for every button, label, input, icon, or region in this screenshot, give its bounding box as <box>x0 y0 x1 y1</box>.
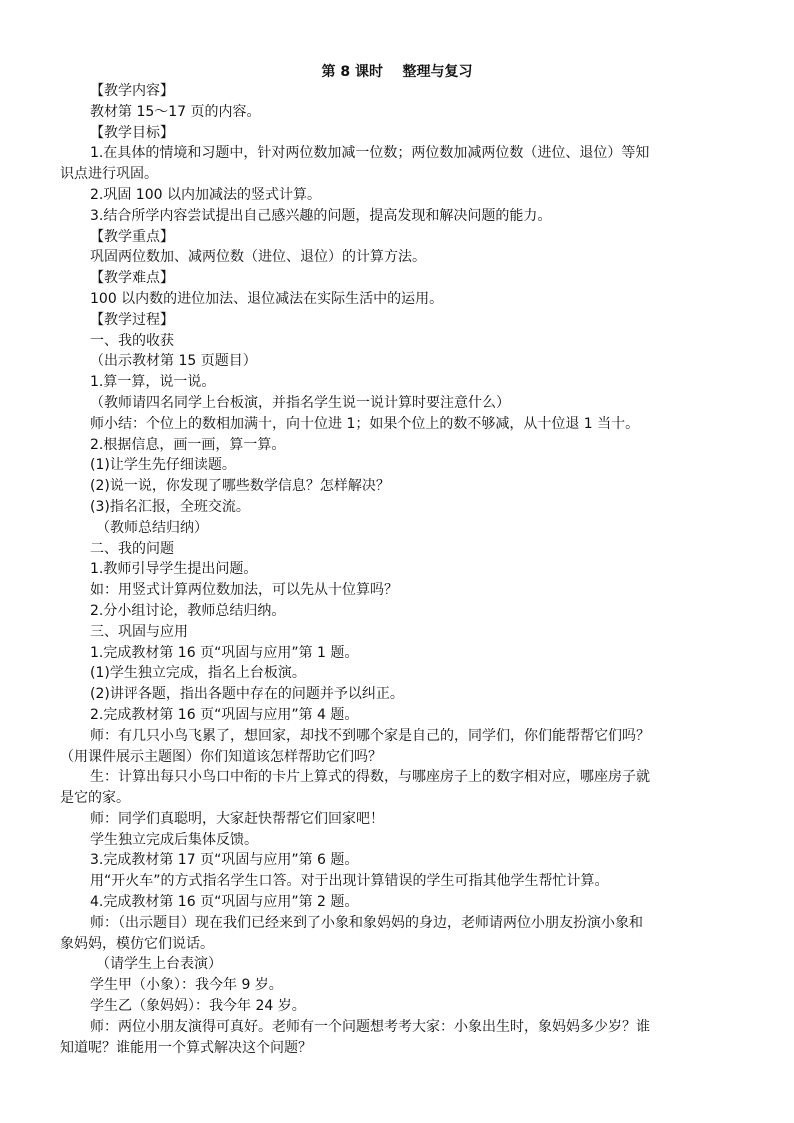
paragraph-line: 象妈妈，模仿它们说话。 <box>60 935 214 952</box>
paragraph-line: （用课件展示主题图）你们知道该怎样帮助它们吗？ <box>60 748 382 765</box>
paragraph-line: 学生甲（小象）：我今年 9 岁。 <box>90 977 283 994</box>
section-heading: 【教学内容】 <box>90 83 174 99</box>
paragraph-line: 一、我的收获 <box>90 332 174 349</box>
paragraph-line: 学生独立完成后集体反馈。 <box>90 831 258 848</box>
paragraph-line: 1.算一算，说一说。 <box>90 374 216 391</box>
paragraph-line: (2)说一说，你发现了哪些数学信息？怎样解决？ <box>90 478 390 495</box>
paragraph-line: 3.结合所学内容尝试提出自己感兴趣的问题，提高发现和解决问题的能力。 <box>90 207 552 224</box>
paragraph-line: 3.完成教材第 17 页“巩固与应用”第 6 题。 <box>90 852 359 869</box>
paragraph-line: （教师请四名同学上台板演，并指名学生说一说计算时要注意什么） <box>90 394 510 411</box>
paragraph-line: 如：用竖式计算两位数加法，可以先从十位算吗？ <box>90 582 398 599</box>
paragraph-line: 识点进行巩固。 <box>60 166 158 183</box>
section-heading: 【教学难点】 <box>90 270 174 287</box>
paragraph-line: 是它的家。 <box>60 790 130 807</box>
paragraph-line: 师小结：个位上的数相加满十，向十位进 1；如果个位上的数不够减，从十位退 1 当十。 <box>90 415 640 432</box>
section-heading: 【教学过程】 <box>90 311 174 328</box>
paragraph-line: 1.在具体的情境和习题中，针对两位数加减一位数；两位数加减两位数（进位、退位）等知 <box>90 145 650 162</box>
paragraph-line: 用“开火车”的方式指名学生口答。对于出现计算错误的学生可指其他学生帮忙计算。 <box>90 873 609 890</box>
paragraph-line: 100 以内数的进位加法、退位减法在实际生活中的运用。 <box>90 290 444 307</box>
paragraph-line: 2.根据信息，画一画，算一算。 <box>90 436 286 453</box>
paragraph-line: 师：（出示题目）现在我们已经来到了小象和象妈妈的身边，老师请两位小朋友扮演小象和 <box>90 914 643 931</box>
paragraph-line: 2.完成教材第 16 页“巩固与应用”第 4 题。 <box>90 706 359 723</box>
paragraph-line: 2.巩固 100 以内加减法的竖式计算。 <box>90 186 321 203</box>
paragraph-line: 2.分小组讨论，教师总结归纳。 <box>90 602 286 619</box>
lesson-title: 第 8 课时 整理与复习 <box>321 64 473 80</box>
paragraph-line: 三、巩固与应用 <box>90 623 188 640</box>
paragraph-line: (1)让学生先仔细读题。 <box>90 457 236 474</box>
paragraph-line: 生：计算出每只小鸟口中衔的卡片上算式的得数，与哪座房子上的数字相对应，哪座房子就 <box>90 769 650 786</box>
section-heading: 【教学目标】 <box>90 124 174 141</box>
paragraph-line: 知道呢？谁能用一个算式解决这个问题？ <box>60 1039 312 1056</box>
paragraph-line: 1.完成教材第 16 页“巩固与应用”第 1 题。 <box>90 644 359 661</box>
paragraph-line: 师：有几只小鸟飞累了，想回家，却找不到哪个家是自己的，同学们，你们能帮帮它们吗？ <box>90 727 650 744</box>
paragraph-line: 学生乙（象妈妈）：我今年 24 岁。 <box>90 998 306 1015</box>
paragraph-line: (2)讲评各题，指出各题中存在的问题并予以纠正。 <box>90 686 404 703</box>
paragraph-line: 巩固两位数加、减两位数（进位、退位）的计算方法。 <box>90 249 426 266</box>
paragraph-line: 师：两位小朋友演得可真好。老师有一个问题想考考大家：小象出生时，象妈妈多少岁？谁 <box>90 1018 650 1035</box>
paragraph-line: (3)指名汇报，全班交流。 <box>90 498 250 515</box>
paragraph-line: （教师总结归纳） <box>96 519 208 536</box>
paragraph-line: （请学生上台表演） <box>96 956 222 973</box>
section-heading: 【教学重点】 <box>90 228 174 245</box>
paragraph-line: 师：同学们真聪明，大家赶快帮帮它们回家吧！ <box>90 810 384 827</box>
paragraph-line: 1.教师引导学生提出问题。 <box>90 561 258 578</box>
paragraph-line: 二、我的问题 <box>90 540 174 557</box>
document-body <box>60 81 740 1058</box>
paragraph-line: 教材第 15～17 页的内容。 <box>90 103 261 120</box>
paragraph-line: 4.完成教材第 16 页“巩固与应用”第 2 题。 <box>90 894 359 911</box>
paragraph-line: (1)学生独立完成，指名上台板演。 <box>90 665 306 682</box>
paragraph-line: （出示教材第 15 页题目） <box>90 353 257 370</box>
